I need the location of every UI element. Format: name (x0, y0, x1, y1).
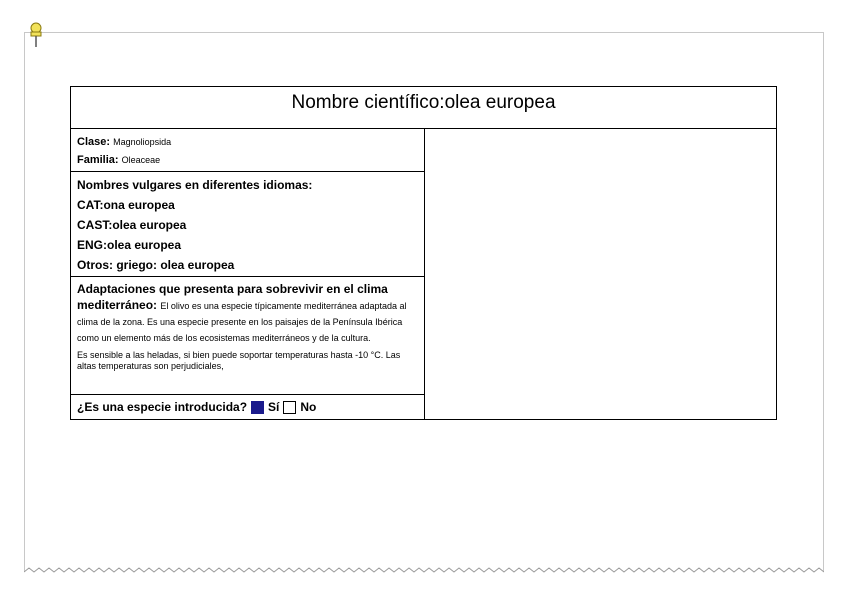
name-cat: CAT:ona europea (77, 198, 175, 212)
adaptations-text-2: Es sensible a las heladas, si bien puede soportar temperaturas hasta -10 °C. Las altas temperaturas son perjudiciales, (77, 350, 401, 371)
name-otros: Otros: griego: olea europea (77, 258, 235, 272)
name-eng: ENG:olea europea (77, 238, 182, 252)
clase-value: Magnoliopsida (113, 137, 172, 147)
species-sheet-table (70, 86, 777, 420)
adaptations-section (71, 277, 424, 395)
adaptations-text-1: El olivo es una especie típicamente mediterránea adaptada al clima de la zona. Es una especie presente en los paisajes de la Península Ibérica como un elemento más de los ecosistemas mediterráneos y de la cultura. (77, 301, 407, 343)
clase-row (77, 133, 418, 151)
adaptations-heading: Adaptaciones que presenta para sobrevivir en el clima mediterráneo: (77, 282, 388, 312)
sheet-body (71, 129, 776, 419)
image-column (425, 129, 776, 419)
familia-row (77, 151, 418, 169)
pushpin-icon[interactable] (27, 22, 45, 48)
introduced-question: ¿Es una especie introducida? (77, 400, 248, 414)
scientific-name-title: Nombre científico:olea europea (71, 87, 776, 129)
name-cast: CAST:olea europea (77, 218, 187, 232)
introduced-row (77, 400, 316, 414)
common-names-section (71, 172, 424, 277)
familia-value: Oleaceae (121, 155, 161, 165)
clase-label: Clase: (77, 136, 111, 148)
familia-label: Familia: (77, 154, 119, 166)
classification-section (71, 129, 424, 172)
no-label: No (300, 400, 317, 414)
page-tear-edge (24, 566, 824, 578)
si-checkbox[interactable] (251, 401, 264, 414)
introduced-section (71, 395, 424, 419)
adaptations-block (77, 281, 418, 345)
no-checkbox[interactable] (283, 401, 296, 414)
info-column (71, 129, 425, 419)
common-names-heading: Nombres vulgares en diferentes idiomas: (77, 178, 313, 192)
si-label: Sí (268, 400, 280, 414)
